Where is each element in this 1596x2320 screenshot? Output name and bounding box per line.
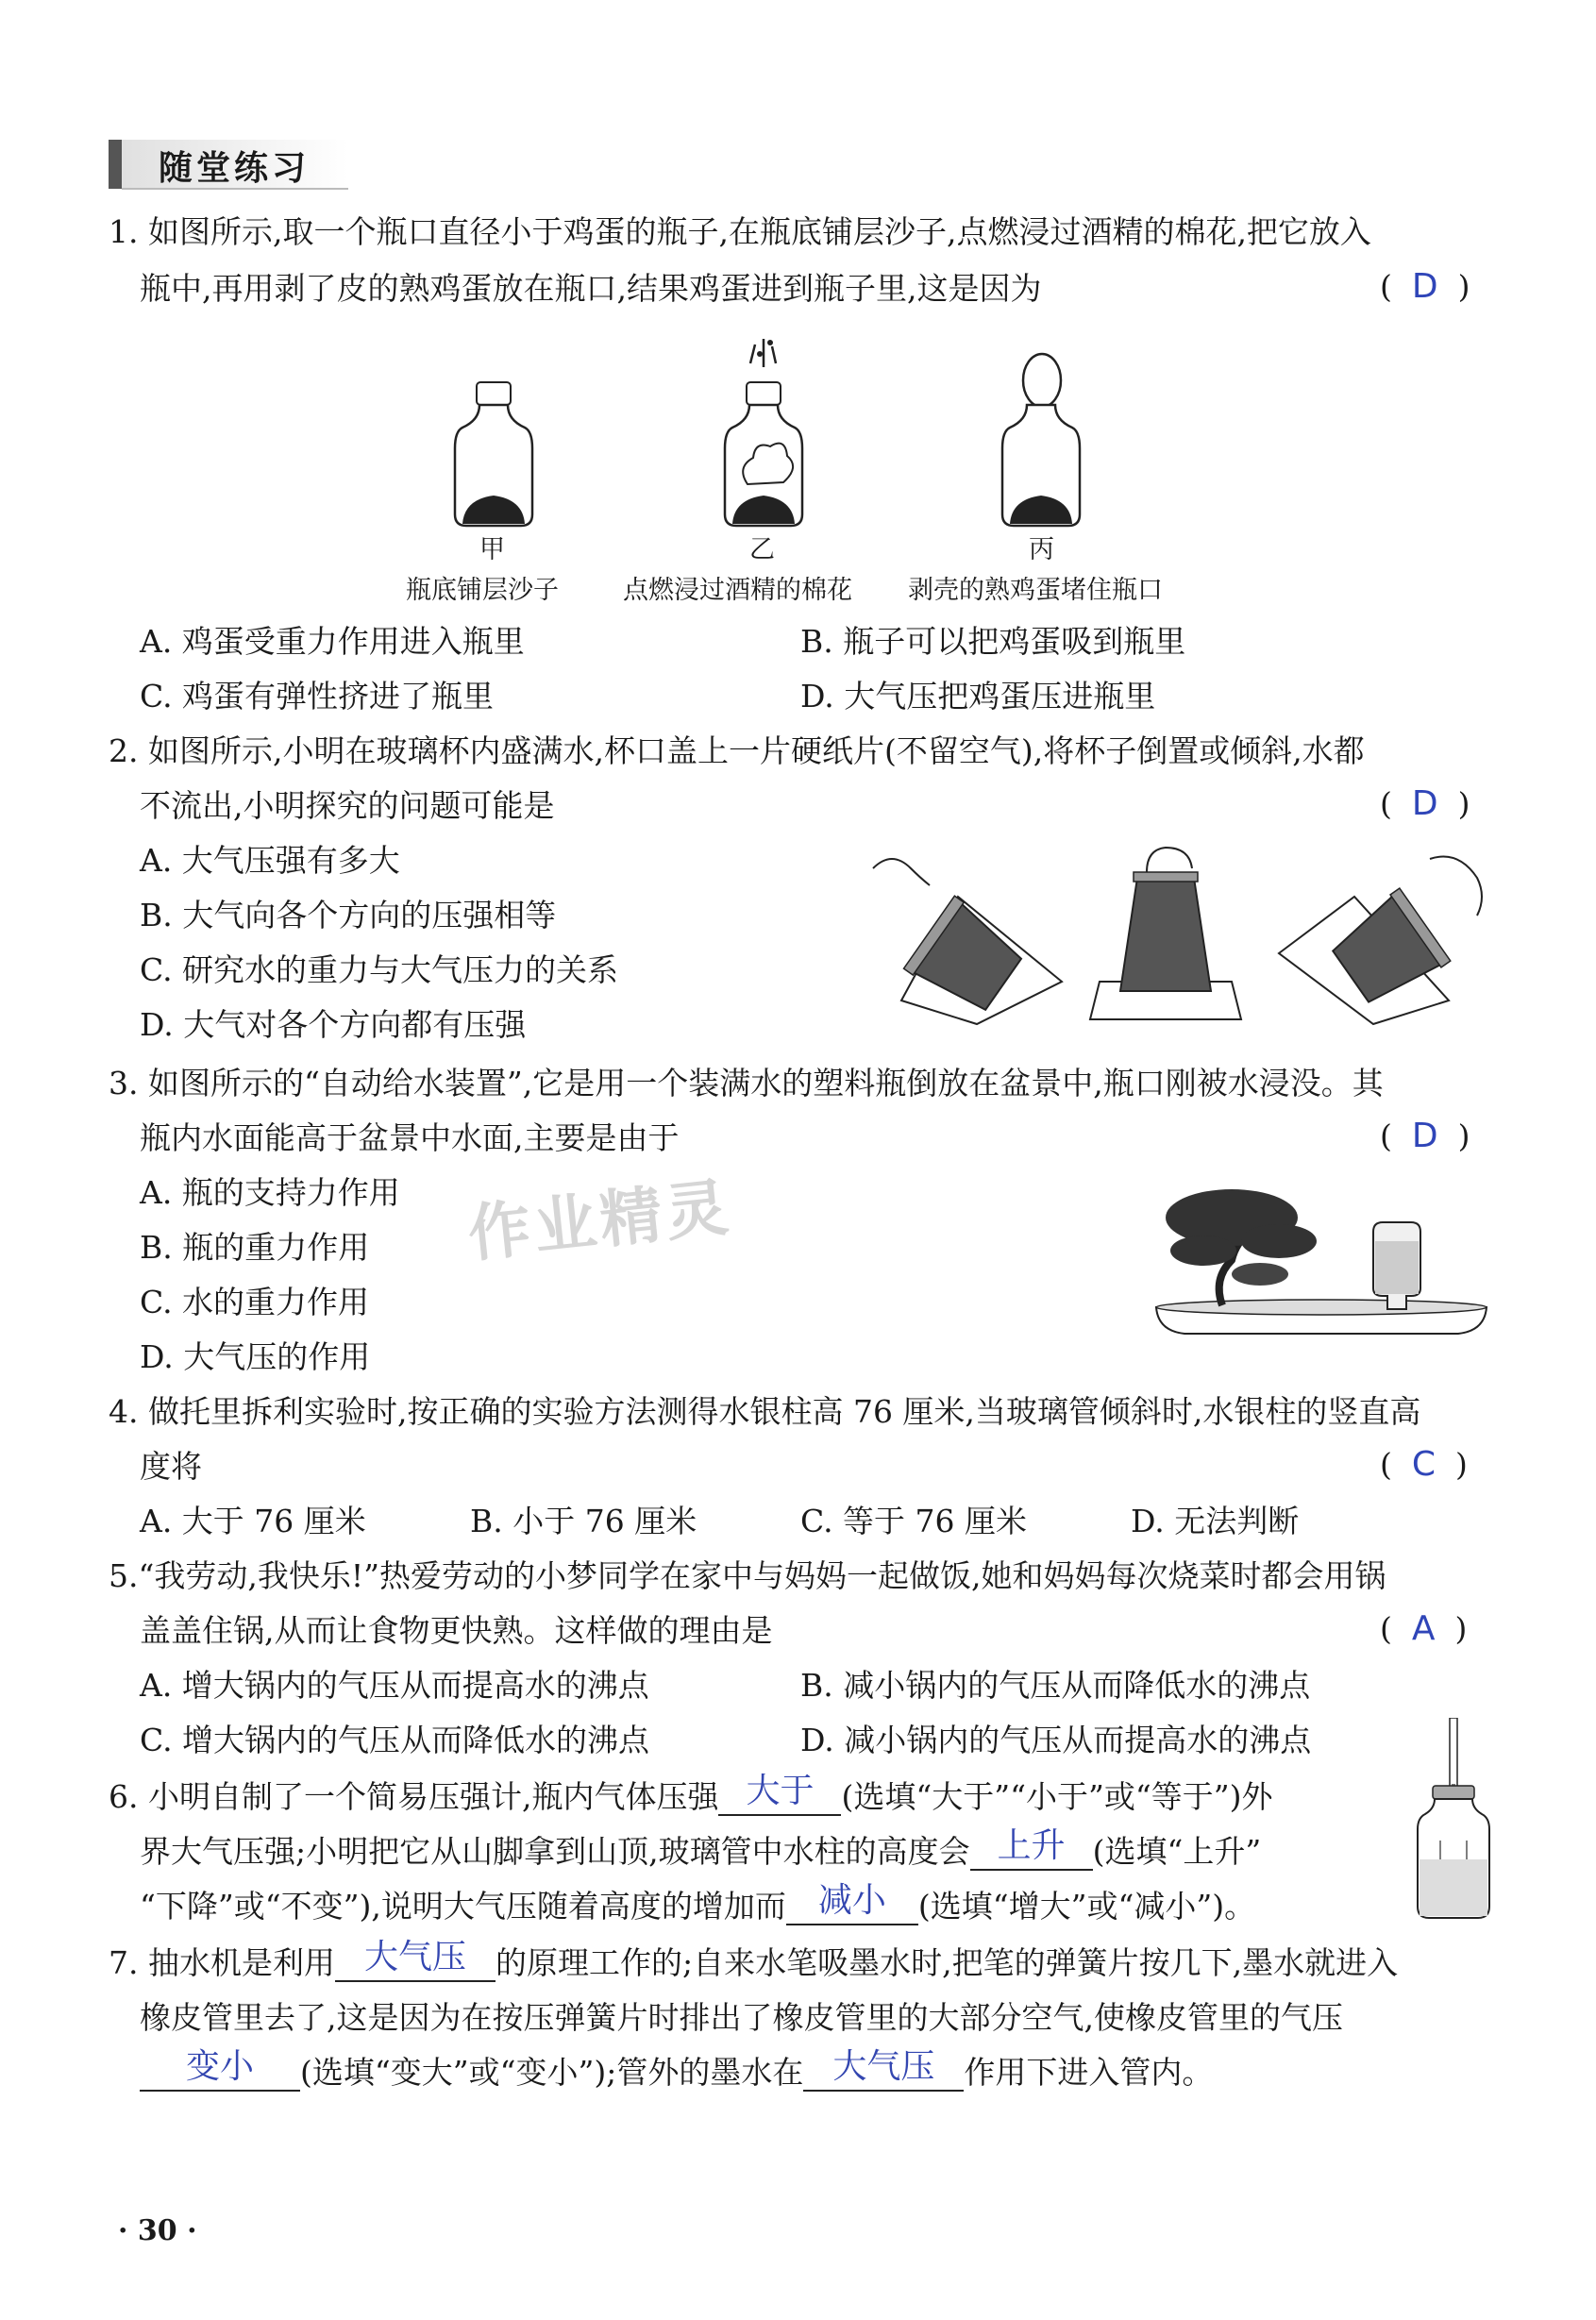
q7-blank-1-answer: 大气压 bbox=[363, 1938, 466, 1976]
q5-option-c: C. 增大锅内的气压从而降低水的沸点 bbox=[140, 1722, 650, 1758]
cup-tilted-right bbox=[1279, 857, 1482, 1025]
q6-line3 bbox=[140, 1881, 1256, 1925]
q2-answer: D bbox=[1411, 784, 1438, 823]
q2-option-a: A. 大气压强有多大 bbox=[140, 842, 400, 879]
q7-line1 bbox=[109, 1938, 1399, 1982]
q5-answer-bracket: ( A ) bbox=[1380, 1609, 1468, 1648]
q6-blank-3-answer: 减小 bbox=[817, 1881, 886, 1920]
q5-option-d: D. 减小锅内的气压从而提高水的沸点 bbox=[800, 1722, 1312, 1758]
q2-option-c: C. 研究水的重力与大气压力的关系 bbox=[140, 951, 619, 988]
q3-figure bbox=[1147, 1175, 1496, 1354]
q5-option-a: A. 增大锅内的气压从而提高水的沸点 bbox=[140, 1667, 649, 1704]
q2-answer-bracket: ( D ) bbox=[1380, 784, 1470, 823]
q2-option-b: B. 大气向各个方向的压强相等 bbox=[140, 897, 557, 933]
q4-option-c: C. 等于 76 厘米 bbox=[800, 1503, 1028, 1539]
q5-line2: 盖盖住锅,从而让食物更快熟。这样做的理由是 bbox=[140, 1612, 773, 1649]
q2-line2: 不流出,小明探究的问题可能是 bbox=[140, 787, 555, 824]
q6-blank-3 bbox=[786, 1881, 918, 1925]
q1-option-b: B. 瓶子可以把鸡蛋吸到瓶里 bbox=[800, 623, 1186, 660]
q1-option-a: A. 鸡蛋受重力作用进入瓶里 bbox=[140, 623, 525, 660]
q2-option-d: D. 大气对各个方向都有压强 bbox=[140, 1006, 527, 1043]
q1-fig-label-yi: 乙 bbox=[749, 535, 775, 564]
q6-text-5: “下降”或“不变”),说明大气压随着高度的增加而 bbox=[140, 1888, 786, 1925]
q6-text-3: 界大气压强;小明把它从山脚拿到山顶,玻璃管中水柱的高度会 bbox=[140, 1833, 970, 1870]
q6-line1 bbox=[109, 1772, 1273, 1816]
q7-blank-2-answer: 变小 bbox=[185, 2047, 254, 2086]
q1-line1: 1. 如图所示,取一个瓶口直径小于鸡蛋的瓶子,在瓶底铺层沙子,点燃浸过酒精的棉花,把它放入 bbox=[109, 213, 1371, 250]
q1-figure bbox=[396, 326, 1246, 552]
q7-blank-3 bbox=[803, 2047, 964, 2092]
q2-figure bbox=[864, 840, 1496, 1029]
q6-blank-1-answer: 大于 bbox=[746, 1772, 815, 1810]
q7-text-1: 7. 抽水机是利用 bbox=[109, 1944, 335, 1981]
q1-fig-caption-bing: 剥壳的熟鸡蛋堵住瓶口 bbox=[908, 576, 1163, 605]
q3-line2: 瓶内水面能高于盆景中水面,主要是由于 bbox=[140, 1119, 680, 1156]
q6-line2 bbox=[140, 1826, 1262, 1871]
q4-answer-bracket: ( C ) bbox=[1380, 1445, 1468, 1484]
q3-option-c: C. 水的重力作用 bbox=[140, 1284, 370, 1320]
q4-line2: 度将 bbox=[140, 1448, 202, 1485]
q7-line3 bbox=[140, 2047, 1214, 2092]
q6-text-2: (选填“大于”“小于”或“等于”)外 bbox=[841, 1778, 1273, 1815]
q1-option-d: D. 大气压把鸡蛋压进瓶里 bbox=[800, 678, 1156, 714]
section-title: 随堂练习 bbox=[159, 149, 311, 188]
q4-line1: 4. 做托里拆利实验时,按正确的实验方法测得水银柱高 76 厘米,当玻璃管倾斜时,水银柱的竖直高 bbox=[109, 1393, 1421, 1430]
bottle-bing bbox=[1002, 354, 1080, 526]
cup-tilted-left bbox=[873, 859, 1062, 1024]
q3-line1: 3. 如图所示的“自动给水装置”,它是用一个装满水的塑料瓶倒放在盆景中,瓶口刚被水浸没。其 bbox=[109, 1065, 1384, 1101]
q1-option-c: C. 鸡蛋有弹性挤进了瓶里 bbox=[140, 678, 495, 714]
q1-line2: 瓶中,再用剥了皮的熟鸡蛋放在瓶口,结果鸡蛋进到瓶子里,这是因为 bbox=[140, 270, 1042, 307]
q5-line1: 5.“我劳动,我快乐!”热爱劳动的小梦同学在家中与妈妈一起做饭,她和妈妈每次烧菜时都会用锅 bbox=[109, 1557, 1386, 1594]
q7-text-5: 作用下进入管内。 bbox=[964, 2054, 1214, 2091]
q4-option-b: B. 小于 76 厘米 bbox=[470, 1503, 697, 1539]
q6-figure bbox=[1406, 1718, 1501, 1925]
watermark: 作业精灵 bbox=[464, 1170, 735, 1271]
bottle-jia bbox=[455, 382, 532, 526]
q6-blank-2-answer: 上升 bbox=[997, 1826, 1066, 1865]
q5-option-b: B. 减小锅内的气压从而降低水的沸点 bbox=[800, 1667, 1311, 1704]
q3-option-d: D. 大气压的作用 bbox=[140, 1338, 371, 1375]
q6-text-6: (选填“增大”或“减小”)。 bbox=[917, 1888, 1256, 1925]
q3-option-b: B. 瓶的重力作用 bbox=[140, 1229, 370, 1266]
q7-blank-1 bbox=[335, 1938, 496, 1982]
q7-text-2: 的原理工作的;自来水笔吸墨水时,把笔的弹簧片按几下,墨水就进入 bbox=[495, 1944, 1399, 1981]
q1-fig-caption-jia: 瓶底铺层沙子 bbox=[406, 576, 559, 605]
q3-answer-bracket: ( D ) bbox=[1380, 1117, 1470, 1155]
cup-upright bbox=[1090, 848, 1241, 1019]
q1-answer: D bbox=[1411, 267, 1438, 306]
q7-blank-3-answer: 大气压 bbox=[832, 2047, 935, 2086]
q6-text-1: 6. 小明自制了一个简易压强计,瓶内气体压强 bbox=[109, 1778, 719, 1815]
q7-line2: 橡皮管里去了,这是因为在按压弹簧片时排出了橡皮管里的大部分空气,使橡皮管里的气压 bbox=[140, 1999, 1343, 2036]
q5-answer: A bbox=[1411, 1609, 1436, 1648]
q6-text-4: (选填“上升” bbox=[1092, 1833, 1262, 1870]
q4-answer: C bbox=[1411, 1445, 1436, 1484]
q4-option-d: D. 无法判断 bbox=[1131, 1503, 1300, 1539]
q1-fig-label-jia: 甲 bbox=[479, 535, 505, 564]
page-number: · 30 · bbox=[118, 2214, 197, 2247]
section-header-bar bbox=[109, 140, 122, 189]
q4-option-a: A. 大于 76 厘米 bbox=[140, 1503, 366, 1539]
q1-fig-caption-yi: 点燃浸过酒精的棉花 bbox=[623, 576, 852, 605]
q3-option-a: A. 瓶的支持力作用 bbox=[140, 1174, 400, 1211]
q6-blank-1 bbox=[718, 1772, 841, 1816]
q7-text-4: (选填“变大”或“变小”);管外的墨水在 bbox=[300, 2054, 804, 2091]
q1-fig-label-bing: 丙 bbox=[1029, 535, 1054, 564]
q1-answer-bracket: ( D ) bbox=[1380, 267, 1470, 306]
q7-blank-2 bbox=[140, 2047, 300, 2092]
q3-answer: D bbox=[1411, 1117, 1438, 1155]
q2-line1: 2. 如图所示,小明在玻璃杯内盛满水,杯口盖上一片硬纸片(不留空气),将杯子倒置或倾斜,水都 bbox=[109, 732, 1365, 769]
bottle-yi bbox=[725, 339, 802, 526]
q6-blank-2 bbox=[970, 1826, 1093, 1871]
